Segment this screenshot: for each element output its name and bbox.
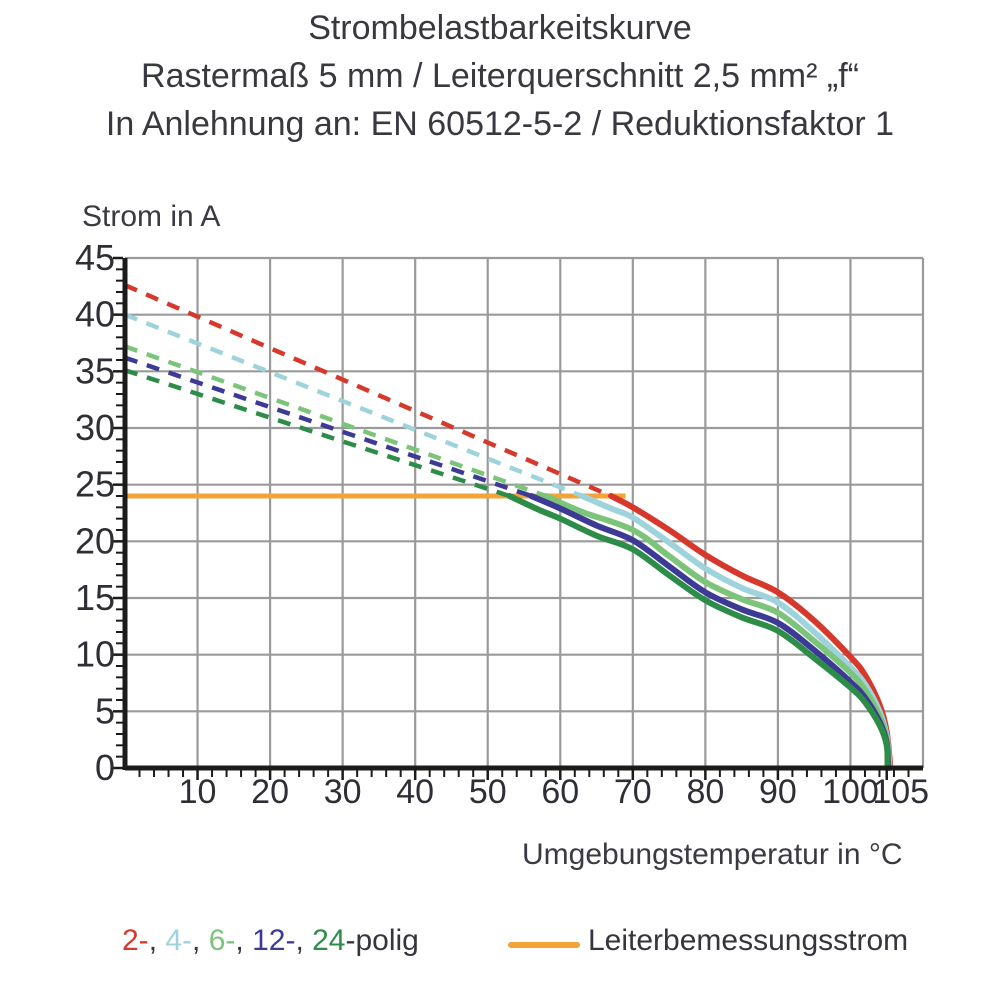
legend-pole-part: , (192, 924, 209, 957)
y-axis-title: Strom in A (82, 200, 221, 233)
curve-dashed-24-polig (125, 370, 509, 496)
chart-title-line-3: In Anlehnung an: EN 60512-5-2 / Reduktionsfaktor 1 (105, 105, 895, 143)
legend-pole-part: 24 (312, 924, 346, 957)
curve-solid-12-polig (531, 496, 888, 768)
x-tick-label: 90 (758, 773, 797, 811)
y-tick-label: 30 (74, 407, 115, 448)
legend-pole-part: 2- (122, 924, 149, 957)
x-tick-label: 30 (323, 773, 362, 811)
x-tick-label: 100 (822, 773, 879, 811)
legend-pole-part: -polig (345, 924, 419, 957)
x-tick-label: 60 (541, 773, 580, 811)
curve-dashed-12-polig (125, 358, 531, 496)
x-tick-label: 105 (872, 773, 930, 811)
y-tick-label: 10 (74, 633, 115, 675)
rated-current-line-swatch (508, 942, 580, 948)
y-tick-label: 45 (74, 237, 115, 278)
x-tick-label: 40 (396, 773, 435, 811)
curve-solid-2-polig (611, 496, 890, 768)
legend-poles-label (122, 924, 419, 958)
rated-current-label: Leiterbemessungsstrom (588, 924, 909, 957)
legend-pole-part: 6- (208, 924, 236, 957)
x-tick-label: 50 (468, 773, 507, 811)
y-tick-label: 20 (74, 520, 115, 562)
y-tick-label: 5 (94, 690, 115, 732)
x-tick-label: 80 (686, 773, 725, 811)
y-tick-label: 0 (94, 747, 115, 788)
y-tick-label: 15 (74, 577, 115, 618)
x-tick-label: 10 (178, 773, 217, 811)
curve-dashed-4-polig (125, 315, 582, 496)
x-axis-title: Umgebungstemperatur in °C (522, 838, 903, 871)
y-tick-label: 35 (74, 350, 115, 392)
curve-solid-24-polig (510, 496, 888, 768)
legend-pole-part: , (295, 924, 313, 957)
legend-pole-part: 12- (252, 924, 296, 957)
legend-pole-part: , (235, 924, 253, 957)
y-tick-label: 25 (74, 463, 115, 505)
x-tick-label: 70 (613, 773, 652, 811)
legend-pole-part: , (148, 924, 166, 957)
legend (0, 924, 1000, 968)
legend-pole-part: 4- (165, 924, 193, 957)
y-tick-label: 40 (74, 293, 115, 335)
x-tick-label: 20 (251, 773, 290, 811)
chart-title-line-1: Strombelastbarkeitskurve (308, 9, 692, 47)
curve-dashed-6-polig (125, 346, 546, 496)
chart-title-line-2: Rastermaß 5 mm / Leiterquerschnitt 2,5 mm² „f“ (141, 57, 859, 95)
